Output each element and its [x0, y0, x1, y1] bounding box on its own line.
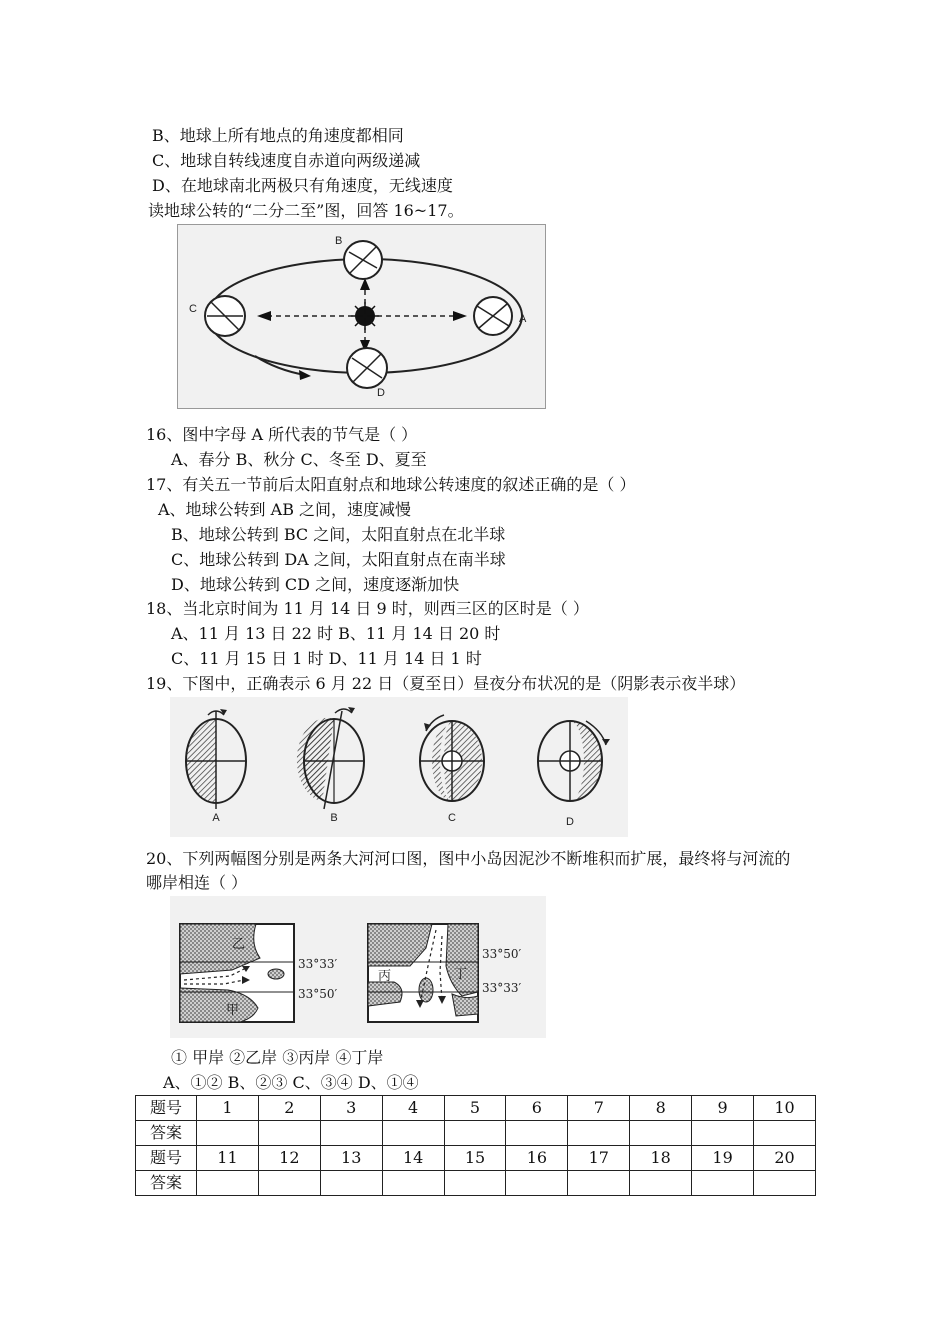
table-row [136, 1121, 816, 1146]
table-cell-answer[interactable] [630, 1171, 692, 1196]
table-cell-answer[interactable] [197, 1121, 259, 1146]
q18-options-line2: C、11 月 15 日 1 时 D、11 月 14 日 1 时 [171, 649, 482, 668]
left-lat-top: 33°33′ [298, 957, 338, 971]
orbit-diagram [177, 224, 546, 409]
table-cell-question-label: 题号 [136, 1146, 197, 1171]
table-cell-question-number: 1 [197, 1096, 259, 1121]
q16-options: A、春分 B、秋分 C、冬至 D、夏至 [171, 450, 427, 469]
table-cell-question-number: 9 [692, 1096, 754, 1121]
q15-option-b: B、地球上所有地点的角速度都相同 [152, 126, 404, 145]
q16-stem: 16、图中字母 A 所代表的节气是（ ） [146, 425, 418, 444]
q17-option-b: B、地球公转到 BC 之间，太阳直射点在北半球 [171, 525, 506, 544]
orbit-label-a: A [519, 313, 527, 325]
table-row [136, 1171, 816, 1196]
q18-options-line1: A、11 月 13 日 22 时 B、11 月 14 日 20 时 [171, 624, 501, 643]
q15-option-d: D、在地球南北两极只有角速度，无线速度 [152, 176, 453, 195]
table-cell-answer[interactable] [692, 1121, 754, 1146]
estuary-diagram [170, 896, 546, 1038]
globe-label-a: A [212, 812, 220, 824]
globe-d [538, 721, 610, 801]
globe-b [297, 707, 364, 809]
table-cell-question-number: 13 [320, 1146, 382, 1171]
q20-stem-line1: 20、下列两幅图分别是两条大河河口图，图中小岛因泥沙不断堆积而扩展，最终将与河流的 [146, 849, 791, 868]
table-cell-question-number: 15 [444, 1146, 506, 1171]
bank-ding: 丁 [454, 967, 468, 982]
right-lat-top: 33°50′ [482, 947, 522, 961]
table-cell-question-number: 2 [258, 1096, 320, 1121]
globe-c [420, 715, 484, 801]
globe-label-d: D [566, 816, 574, 828]
table-cell-question-number: 10 [754, 1096, 816, 1121]
q17-option-d: D、地球公转到 CD 之间，速度逐渐加快 [171, 575, 460, 594]
table-cell-question-number: 17 [568, 1146, 630, 1171]
table-cell-question-number: 8 [630, 1096, 692, 1121]
table-cell-question-number: 3 [320, 1096, 382, 1121]
table-cell-answer[interactable] [568, 1121, 630, 1146]
day-night-diagram [170, 697, 628, 837]
table-row [136, 1096, 816, 1121]
orbit-label-d: D [377, 387, 385, 399]
table-cell-question-number: 11 [197, 1146, 259, 1171]
q17-stem: 17、有关五一节前后太阳直射点和地球公转速度的叙述正确的是（ ） [146, 475, 636, 494]
orbit-label-b: B [335, 235, 343, 247]
table-cell-answer[interactable] [506, 1171, 568, 1196]
table-cell-answer[interactable] [506, 1121, 568, 1146]
estuary-map-right [368, 924, 478, 1022]
globe-a [186, 709, 246, 809]
table-cell-question-number: 18 [630, 1146, 692, 1171]
table-cell-answer[interactable] [320, 1171, 382, 1196]
table-cell-question-number: 12 [258, 1146, 320, 1171]
q20-stem-line2: 哪岸相连（ ） [146, 873, 248, 892]
q20-options: A、①② B、②③ C、③④ D、①④ [163, 1073, 419, 1092]
right-lat-bottom: 33°33′ [482, 981, 522, 995]
table-cell-answer[interactable] [258, 1171, 320, 1196]
bank-yi: 乙 [232, 937, 246, 952]
table-row [136, 1146, 816, 1171]
table-cell-question-number: 19 [692, 1146, 754, 1171]
globe-label-b: B [330, 812, 338, 824]
table-cell-answer-label: 答案 [136, 1171, 197, 1196]
table-cell-question-number: 4 [382, 1096, 444, 1121]
table-cell-question-number: 20 [754, 1146, 816, 1171]
table-cell-question-number: 14 [382, 1146, 444, 1171]
table-cell-answer[interactable] [630, 1121, 692, 1146]
table-cell-question-number: 7 [568, 1096, 630, 1121]
q17-option-a: A、地球公转到 AB 之间，速度减慢 [158, 500, 412, 519]
intro-16-17: 读地球公转的“二分二至”图，回答 16~17。 [148, 201, 464, 220]
table-cell-answer[interactable] [320, 1121, 382, 1146]
bank-bing: 丙 [378, 969, 392, 984]
answer-table [135, 1095, 816, 1196]
table-cell-question-number: 6 [506, 1096, 568, 1121]
left-lat-bottom: 33°50′ [298, 987, 338, 1001]
globe-label-c: C [448, 812, 456, 824]
q15-option-c: C、地球自转线速度自赤道向两级递减 [152, 151, 421, 170]
orbit-label-c: C [189, 303, 197, 315]
table-cell-answer-label: 答案 [136, 1121, 197, 1146]
table-cell-question-label: 题号 [136, 1096, 197, 1121]
table-cell-question-number: 5 [444, 1096, 506, 1121]
table-cell-answer[interactable] [754, 1171, 816, 1196]
table-cell-answer[interactable] [444, 1121, 506, 1146]
table-cell-answer[interactable] [197, 1171, 259, 1196]
q18-stem: 18、当北京时间为 11 月 14 日 9 时，则西三区的区时是（ ） [146, 599, 589, 618]
table-cell-answer[interactable] [258, 1121, 320, 1146]
table-cell-answer[interactable] [382, 1171, 444, 1196]
table-cell-answer[interactable] [568, 1171, 630, 1196]
bank-jia: 甲 [226, 1003, 240, 1018]
q20-choices: ① 甲岸 ②乙岸 ③丙岸 ④丁岸 [171, 1048, 384, 1067]
q17-option-c: C、地球公转到 DA 之间，太阳直射点在南半球 [171, 550, 506, 569]
table-cell-answer[interactable] [382, 1121, 444, 1146]
table-cell-question-number: 16 [506, 1146, 568, 1171]
table-cell-answer[interactable] [444, 1171, 506, 1196]
q19-stem: 19、下图中，正确表示 6 月 22 日（夏至日）昼夜分布状况的是（阴影表示夜半球） [146, 674, 746, 693]
estuary-map-left [180, 924, 294, 1022]
table-cell-answer[interactable] [754, 1121, 816, 1146]
table-cell-answer[interactable] [692, 1171, 754, 1196]
